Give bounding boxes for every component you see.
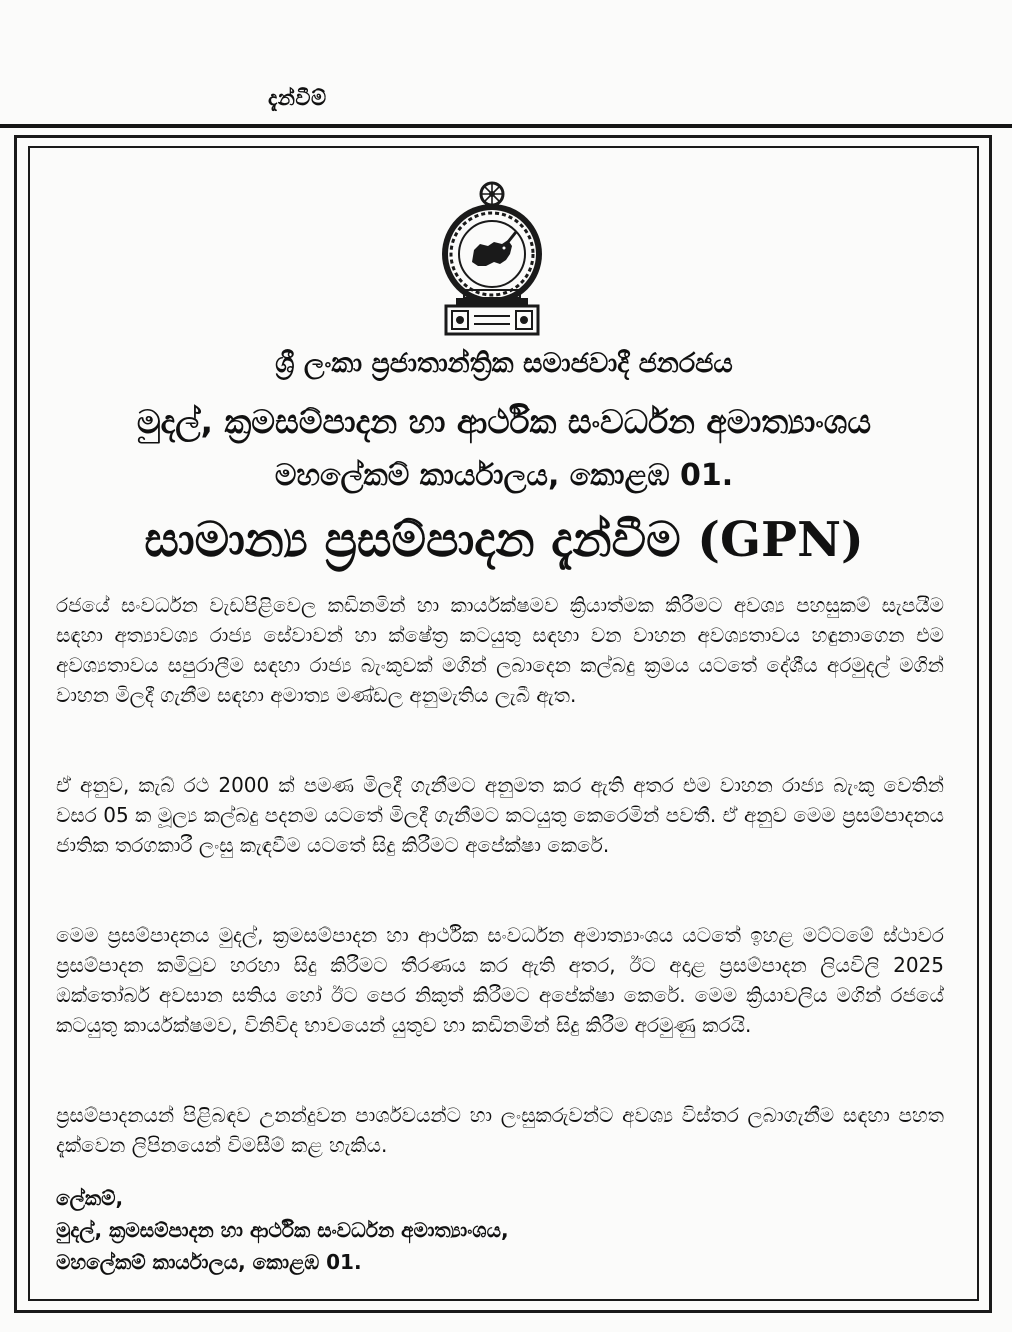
office-address: මහලේකම් කාර්යාලය, කොළඹ 01. xyxy=(274,458,734,493)
signatory-office: මහලේකම් කාර්යාලය, කොළඹ 01. xyxy=(56,1250,362,1274)
notice-paragraph-3: මෙම ප්‍රසම්පාදනය මුදල්, ක්‍රමසම්පාදන හා ආර්ථික සංවර්ධන අමාත්‍යාංශය යටතේ ඉහළ මට්ටමේ ස්ථාවර ප්‍රසම්පාදන කමිටුව හරහා සිදු කිරීමට තීරණය කර ඇති අතර, ඊට අදාළ ප්‍රසම්පාදන ලියවිලි 2025 ඔක්තෝබර් අවසාන සතිය හෝ ඊට පෙර නිකුත් කිරීමට අපේක්ෂා කෙරේ. මෙම ක්‍රියාවලිය මගින් රජයේ කටයුතු කාර්යක්ෂමව, විනිවිද භාවයෙන් යුතුව හා කඩිනමින් සිදු කිරීම අරමුණු කරයි. xyxy=(56,923,944,1037)
notice-title: සාමාන්‍ය ප්‍රසම්පාදන දැන්වීම (GPN) xyxy=(144,512,864,568)
signatory-title: ලේකම්, xyxy=(56,1186,124,1210)
section-label: දැන්වීම් xyxy=(268,86,327,110)
notice-paragraph-4: ප්‍රසම්පාදනයන් පිළිබඳව උනන්දුවන පාර්ශවයන්ට හා ලංසුකරුවන්ට අවශ්‍ය විස්තර ලබාගැනීම සඳහා පහත දැක්වෙන ලිපිනයෙන් විමසීම් කළ හැකිය. xyxy=(56,1103,944,1157)
section-divider xyxy=(0,124,1012,128)
signature-block xyxy=(56,1182,756,1278)
ministry-name: මුදල්, ක්‍රමසම්පාදන හා ආර්ථික සංවර්ධන අමාත්‍යාංශය xyxy=(136,402,872,441)
signatory-ministry: මුදල්, ක්‍රමසම්පාදන හා ආර්ථික සංවර්ධන අමාත්‍යාංශය, xyxy=(56,1218,509,1242)
notice-paragraph-1: රජයේ සංවර්ධන වැඩපිළිවෙල කඩිනමින් හා කාර්යක්ෂමව ක්‍රියාත්මක කිරීමට අවශ්‍ය පහසුකම් සැපයීම සඳහා අත්‍යාවශ්‍ය රාජ්‍ය සේවාවන් හා ක්ෂේත්‍ර කටයුතු සඳහා වන වාහන අවශ්‍යතාවය හඳුනාගෙන එම අවශ්‍යතාවය සපුරාලීම සඳහා රාජ්‍ය බැංකුවක් මගින් ලබාදෙන කල්බදු ක්‍රමය යටතේ දේශීය අරමුදල් මගින් වාහන මිලදී ගැනීම සඳහා අමාත්‍ය මණ්ඩල අනුමැතිය ලැබී ඇත. xyxy=(56,593,944,707)
notice-paragraph-2: ඒ අනුව, කැබ් රථ 2000 ක් පමණ මිලදී ගැනීමට අනුමත කර ඇති අතර එම වාහන රාජ්‍ය බැංකු වෙතින් වසර 05 ක මූල්‍ය කල්බදු පදනම යටතේ මිලදී ගැනීමට කටයුතු කෙරෙමින් පවතී. ඒ අනුව මෙම ප්‍රසම්පාදනය ජාතික තරගකාරී ලංසු කැඳවීම යටතේ සිදු කිරීමට අපේක්ෂා කෙරේ. xyxy=(56,773,944,857)
republic-name: ශ්‍රී ලංකා ප්‍රජාතාන්ත්‍රික සමාජවාදී ජනරජය xyxy=(275,348,733,379)
sri-lanka-national-emblem-icon xyxy=(438,180,546,338)
